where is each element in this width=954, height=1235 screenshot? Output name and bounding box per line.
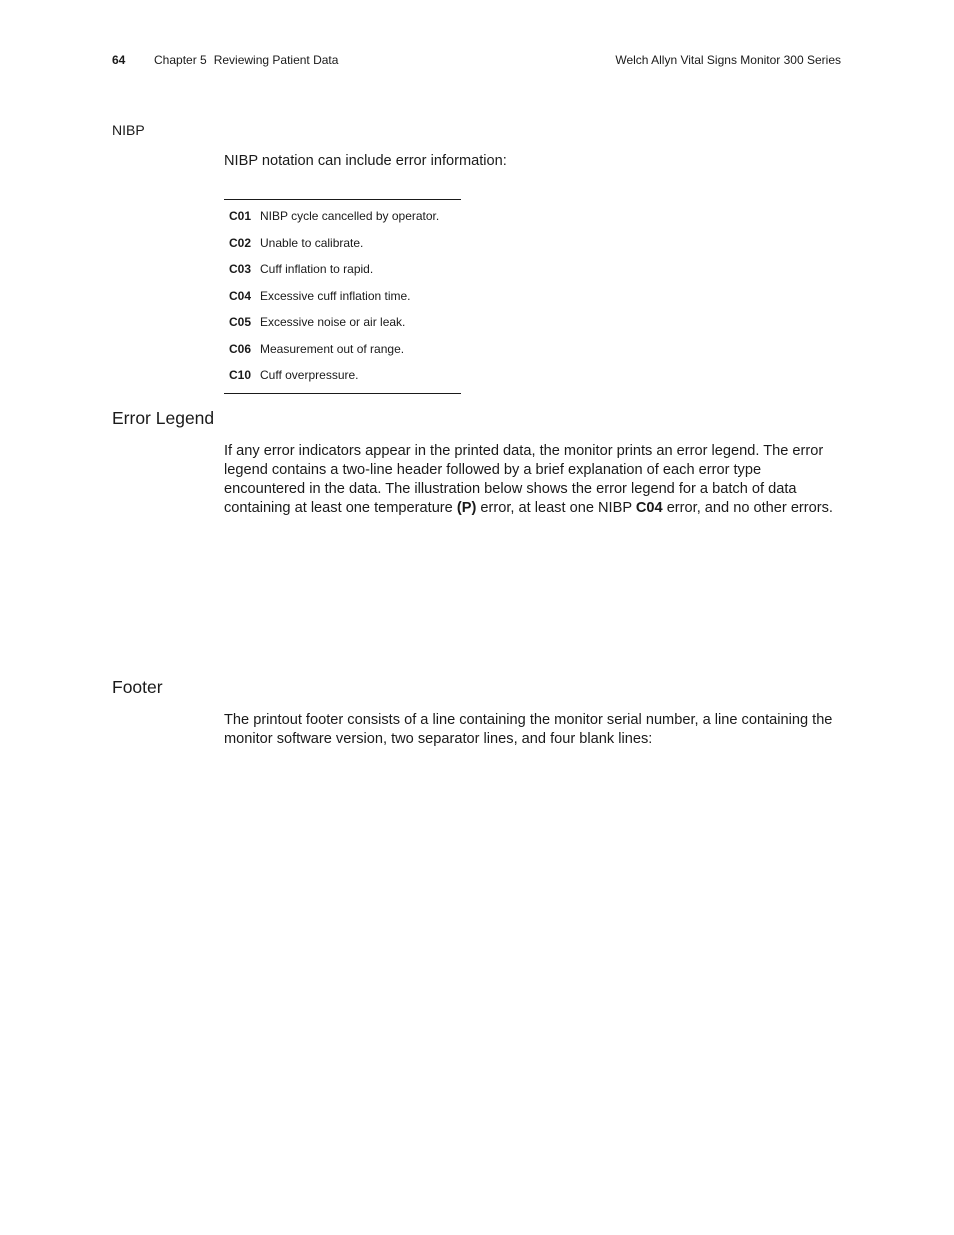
error-code: C10: [229, 368, 252, 383]
paragraph-text: If any error indicators appear in the printed data, the monitor prints an error legend. The error legend contains a two-line header followed by a brief explanation of each error type encountered in the data. The illustration below shows the error legend for a batch of data containing at least one temperature: [224, 443, 824, 516]
error-description: Cuff inflation to rapid.: [260, 262, 374, 277]
table-row: [224, 203, 461, 230]
error-description: Excessive cuff inflation time.: [260, 288, 411, 303]
table-row: [224, 309, 461, 336]
table-row: [224, 283, 461, 310]
bold-nibp-code: C04: [635, 500, 663, 516]
chapter-title: Reviewing Patient Data: [213, 53, 339, 67]
table-row: [224, 336, 461, 363]
table-row: [224, 362, 461, 389]
table-row: [224, 230, 461, 257]
table-row: [224, 256, 461, 283]
error-description: Measurement out of range.: [260, 341, 405, 356]
page-number: 64: [112, 53, 126, 67]
footer-heading: Footer: [112, 677, 163, 697]
error-code: C06: [229, 341, 252, 356]
error-code-table: [224, 199, 461, 394]
paragraph-text: error, and no other errors.: [662, 500, 833, 516]
error-legend-paragraph: [224, 442, 844, 518]
paragraph-text: error, at least one NIBP: [476, 500, 636, 516]
chapter-label: Chapter 5: [154, 53, 207, 67]
error-code: C03: [229, 262, 252, 277]
error-code: C05: [229, 315, 252, 330]
error-description: Excessive noise or air leak.: [260, 315, 406, 330]
nibp-label: NIBP: [112, 122, 145, 138]
bold-temp-code: (P): [456, 500, 477, 516]
error-code: C02: [229, 235, 252, 250]
error-description: NIBP cycle cancelled by operator.: [260, 209, 440, 224]
nibp-intro-text: NIBP notation can include error information:: [224, 153, 507, 169]
footer-paragraph: The printout footer consists of a line containing the monitor serial number, a line containing the monitor software version, two separator lines, and four blank lines:: [224, 712, 833, 747]
chapter-heading: [154, 53, 338, 67]
error-description: Cuff overpressure.: [260, 368, 359, 383]
error-description: Unable to calibrate.: [260, 235, 364, 250]
error-legend-heading: Error Legend: [112, 408, 215, 428]
error-code: C01: [229, 209, 252, 224]
book-title: Welch Allyn Vital Signs Monitor 300 Series: [615, 53, 841, 67]
error-code: C04: [229, 288, 252, 303]
